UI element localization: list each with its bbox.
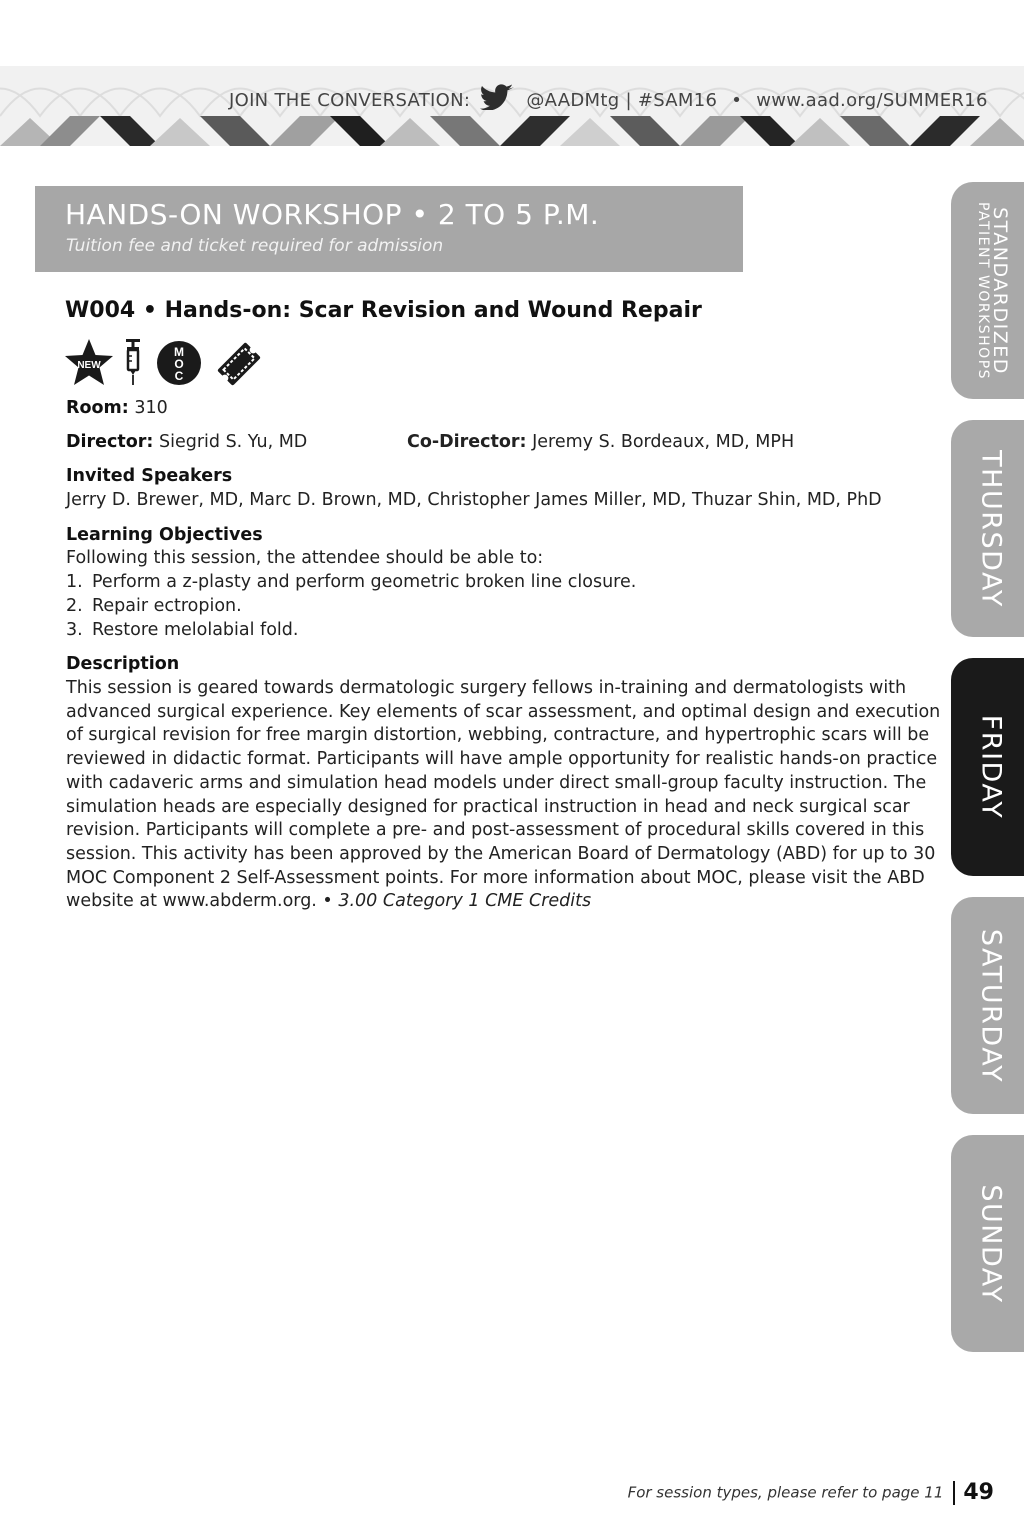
tab-saturday[interactable] (951, 897, 1024, 1114)
objective-number: 2. (66, 596, 83, 616)
speakers-heading: Invited Speakers (66, 466, 233, 486)
tab-standardized-label (974, 201, 1011, 380)
room-label: Room: (66, 398, 129, 418)
tab-standardized-patient-workshops[interactable] (951, 182, 1024, 399)
room-number: 310 (134, 398, 168, 418)
header-url[interactable]: www.aad.org/SUMMER16 (756, 90, 988, 111)
director-name: Siegrid S. Yu, MD (159, 432, 308, 452)
moc-letter-o: O (174, 357, 184, 371)
description-last-text: website at www.abderm.org. • (66, 891, 333, 912)
tab-standardized-line2: PATIENT WORKSHOPS (975, 201, 991, 380)
objective-item (66, 620, 298, 640)
description-last-line (66, 890, 926, 914)
tab-friday[interactable] (951, 658, 1024, 876)
twitter-handle: @AADMtg | #SAM16 (526, 90, 718, 111)
tab-saturday-label: SATURDAY (975, 928, 1007, 1083)
objectives-heading: Learning Objectives (66, 525, 263, 545)
objectives-intro: Following this session, the attendee should be able to: (66, 548, 544, 568)
page-number: 49 (963, 1480, 994, 1505)
description-line: session. This activity has been approved by the American Board of Dermatology (ABD) for up to 30 (66, 843, 936, 864)
new-star-icon (63, 338, 115, 388)
description-line: with cadaveric arms and simulation head models under direct small-group faculty instruction. The (66, 772, 927, 793)
description-line: revision. Participants will complete a pre- and post-assessment of procedural skills covered in this (66, 820, 925, 841)
description-body (66, 677, 941, 914)
objective-number: 3. (66, 620, 83, 640)
header-bullet: • (731, 90, 743, 111)
tab-thursday[interactable] (951, 420, 1024, 637)
ticket-icon (213, 338, 265, 390)
cme-credits: 3.00 Category 1 CME Credits (338, 891, 592, 912)
description-line: This session is geared towards dermatologic surgery fellows in-training and dermatologists with (66, 678, 907, 698)
workshop-banner (35, 186, 743, 272)
tab-friday-label: FRIDAY (975, 714, 1007, 820)
description-heading: Description (66, 654, 180, 674)
moc-letter-c: C (174, 369, 184, 383)
description-line: reviewed in didactic format. Participants will have ample opportunity for realistic hands-on practice (66, 749, 938, 770)
banner-title: HANDS-ON WORKSHOP • 2 TO 5 P.M. (65, 198, 600, 231)
session-title: W004 • Hands-on: Scar Revision and Wound Repair (65, 298, 702, 323)
room-line (66, 398, 168, 418)
codirector-label: Co-Director: (407, 432, 527, 452)
objective-text: Perform a z-plasty and perform geometric broken line closure. (92, 572, 637, 592)
description-line: MOC Component 2 Self-Assessment points. For more information about MOC, please visit the ABD (66, 867, 925, 888)
objective-item (66, 572, 636, 592)
banner-subtitle: Tuition fee and ticket required for admission (66, 236, 444, 256)
footer-divider (953, 1481, 955, 1505)
tab-standardized-line1: STANDARDIZED (989, 206, 1011, 375)
objective-text: Repair ectropion. (92, 596, 242, 616)
join-conversation-line (229, 84, 988, 115)
director-line (66, 432, 307, 452)
objective-item (66, 596, 242, 616)
description-line: of surgical revision for free margin distortion, webbing, contracture, and hypertrophic scars will be (66, 725, 930, 746)
moc-icon (156, 338, 202, 386)
description-line: simulation heads are especially designed for practical instruction in head and neck surgical scar (66, 796, 910, 817)
tab-thursday-label: THURSDAY (975, 449, 1007, 608)
footer-note: For session types, please refer to page 11 (627, 1483, 944, 1502)
syringe-icon (123, 338, 143, 386)
tab-sunday-label: SUNDAY (975, 1183, 1007, 1304)
new-star-label: NEW (77, 360, 101, 371)
codirector-name: Jeremy S. Bordeaux, MD, MPH (532, 432, 795, 452)
objective-number: 1. (66, 572, 83, 592)
codirector-line (407, 432, 794, 452)
director-label: Director: (66, 432, 154, 452)
join-label: JOIN THE CONVERSATION: (229, 90, 471, 111)
page-footer (628, 1480, 994, 1505)
speakers-list: Jerry D. Brewer, MD, Marc D. Brown, MD, Christopher James Miller, MD, Thuzar Shin, MD, PhD (66, 490, 882, 510)
moc-letter-m: M (174, 345, 184, 359)
twitter-bird-icon (480, 84, 516, 115)
objective-text: Restore melolabial fold. (92, 620, 299, 640)
description-line: advanced surgical experience. Key elements of scar assessment, and optimal design and execution (66, 701, 941, 722)
tab-sunday[interactable] (951, 1135, 1024, 1352)
